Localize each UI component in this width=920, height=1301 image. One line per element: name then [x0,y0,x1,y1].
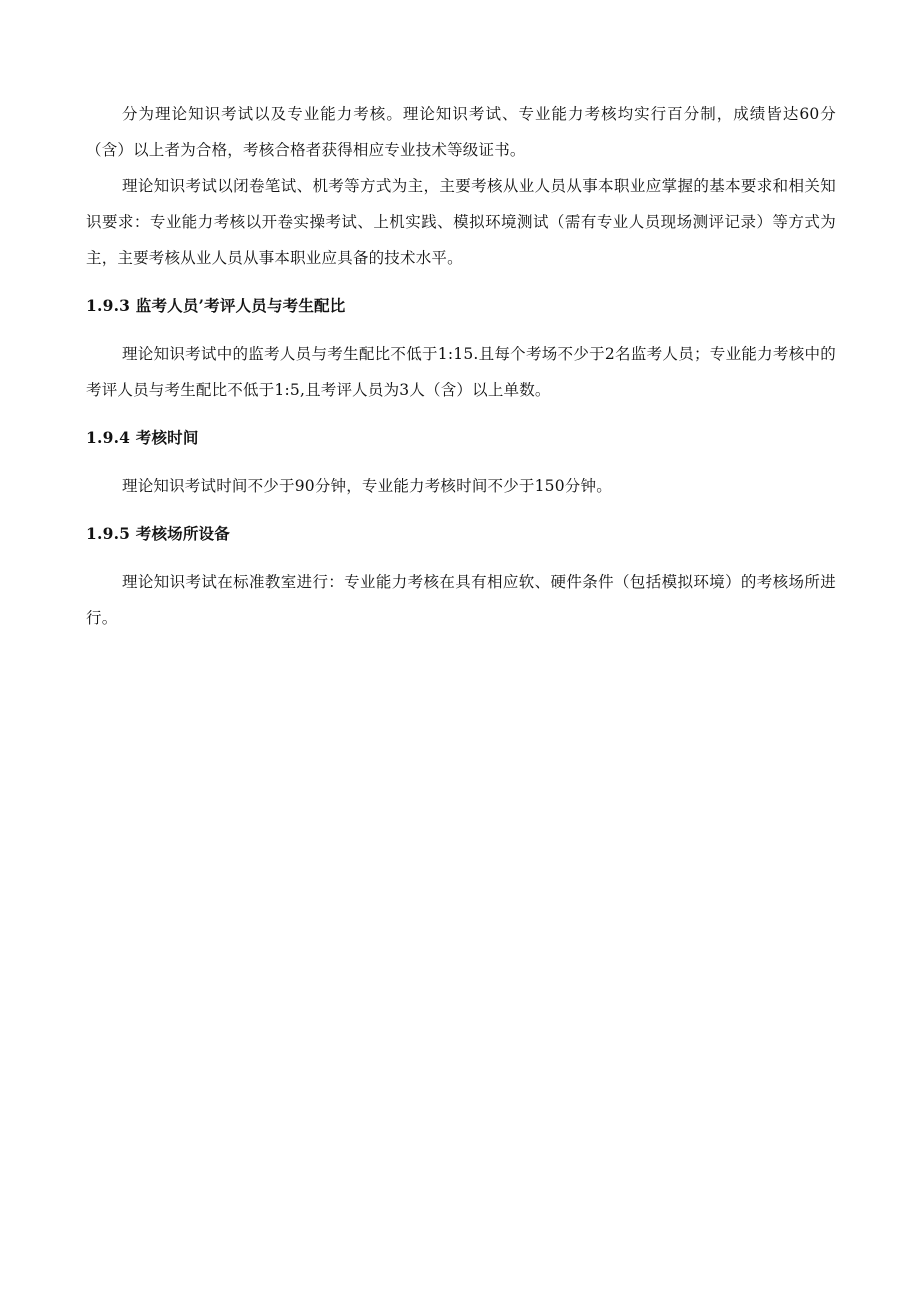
paragraph-assessment-methods: 理论知识考试以闭卷笔试、机考等方式为主，主要考核从业人员从事本职业应掌握的基本要求和相关知识要求：专业能力考核以开卷实操考试、上机实践、模拟环境测试（需有专业人员现场测评记录）等方式为主，主要考核从业人员从事本职业应具备的技术水平。 [86,177,836,267]
document-body [86,96,836,636]
section-heading-staff-ratio: 1.9.3 监考人员’考评人员与考生配比 [86,296,346,315]
section-body-exam-time: 理论知识考试时间不少于90分钟，专业能力考核时间不少于150分钟。 [122,477,612,495]
section-heading-exam-time: 1.9.4 考核时间 [86,428,199,447]
section-heading-exam-venue: 1.9.5 考核场所设备 [86,524,230,543]
section-body-staff-ratio: 理论知识考试中的监考人员与考生配比不低于1:15.且每个考场不少于2名监考人员；专业能力考核中的考评人员与考生配比不低于1:5,且考评人员为3人（含）以上单数。 [86,345,836,399]
paragraph-assessment-types: 分为理论知识考试以及专业能力考核。理论知识考试、专业能力考核均实行百分制，成绩皆达60分（含）以上者为合格，考核合格者获得相应专业技术等级证书。 [86,105,836,159]
section-body-exam-venue: 理论知识考试在标准教室进行：专业能力考核在具有相应软、硬件条件（包括模拟环境）的考核场所进行。 [86,573,836,627]
